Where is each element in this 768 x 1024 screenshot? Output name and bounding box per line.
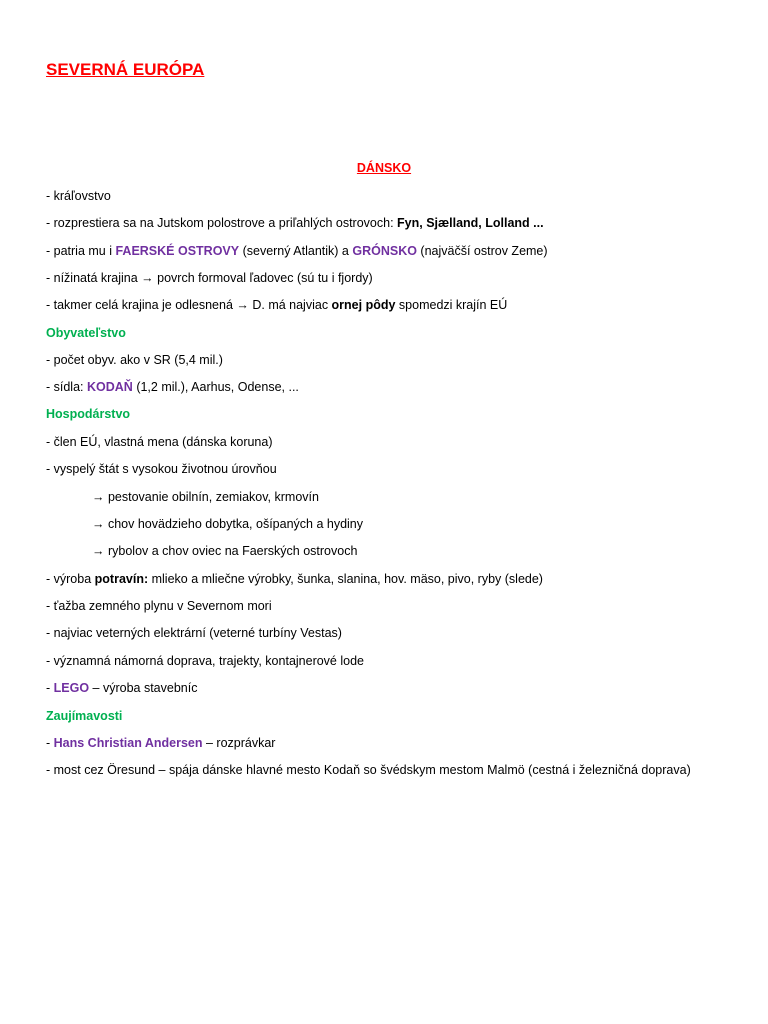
line-food-production (46, 571, 543, 587)
arable-land: ornej pôdy (331, 298, 396, 312)
text: - výroba (46, 572, 95, 586)
text: - najviac veterných elektrární (veterné turbíny Vestas) (46, 626, 342, 640)
country-heading: DÁNSKO (356, 161, 412, 175)
text: – rozprávkar (202, 736, 276, 750)
text: - ťažba zemného plynu v Severnom mori (46, 599, 272, 613)
line-oresund (46, 762, 691, 778)
greenland: GRÓNSKO (352, 244, 417, 258)
islands-text: Fyn, Sjælland, Lolland ... (397, 216, 544, 230)
section-curiosities: Zaujímavosti (46, 709, 123, 723)
text: → pestovanie obilnín, zemiakov, krmovín (92, 490, 319, 504)
text: mlieko a mliečne výrobky, šunka, slanina, hov. mäso, pivo, ryby (slede) (148, 572, 543, 586)
text: - (46, 736, 54, 750)
text: - nížinatá krajina → povrch formoval ľadovec (sú tu i fjordy) (46, 271, 373, 285)
line-lowland (46, 270, 373, 286)
text: (najväčší ostrov Zeme) (416, 244, 548, 258)
text: spomedzi krajín EÚ (395, 298, 508, 312)
section-economy: Hospodárstvo (46, 407, 131, 421)
section-population: Obyvateľstvo (46, 326, 126, 340)
document-title: SEVERNÁ EURÓPA (46, 60, 205, 79)
faroe-islands: FAERSKÉ OSTROVY (115, 244, 240, 258)
line-cities (46, 379, 299, 395)
text: - člen EÚ, vlastná mena (dánska koruna) (46, 435, 273, 449)
copenhagen: KODAŇ (87, 380, 133, 394)
line-deforested (46, 297, 507, 313)
line-territories (46, 243, 548, 259)
line-population-count (46, 352, 223, 368)
text: - patria mu i (46, 244, 116, 258)
line-eu-member (46, 434, 273, 450)
line-kingdom (46, 188, 111, 204)
text: (1,2 mil.), Aarhus, Odense, ... (132, 380, 299, 394)
text: - vyspelý štát s vysokou životnou úrovňou (46, 462, 277, 476)
text: (severný Atlantik) a (239, 244, 353, 258)
text: - kráľovstvo (46, 189, 111, 203)
line-developed (46, 461, 277, 477)
text: - sídla: (46, 380, 87, 394)
andersen: Hans Christian Andersen (53, 736, 203, 750)
text: - most cez Öresund – spája dánske hlavné mesto Kodaň so švédskym mestom Malmö (cestná i železničná doprava) (46, 763, 691, 777)
text: - (46, 681, 54, 695)
line-andersen (46, 735, 275, 751)
text: - počet obyv. ako v SR (5,4 mil.) (46, 353, 223, 367)
lego: LEGO (53, 681, 90, 695)
line-shipping (46, 653, 364, 669)
line-crops (92, 489, 319, 505)
text: - takmer celá krajina je odlesnená → D. má najviac (46, 298, 332, 312)
line-fishing (92, 543, 357, 559)
text: – výroba stavebníc (89, 681, 198, 695)
text: → rybolov a chov oviec na Faerských ostrovoch (92, 544, 358, 558)
text: - rozprestiera sa na Jutskom polostrove a priľahlých ostrovoch: (46, 216, 398, 230)
line-location (46, 215, 544, 231)
line-gas (46, 598, 272, 614)
text: → chov hovädzieho dobytka, ošípaných a hydiny (92, 517, 364, 531)
line-livestock (92, 516, 363, 532)
text: - významná námorná doprava, trajekty, kontajnerové lode (46, 654, 364, 668)
line-lego (46, 680, 197, 696)
food-label: potravín: (94, 572, 149, 586)
line-wind (46, 625, 342, 641)
